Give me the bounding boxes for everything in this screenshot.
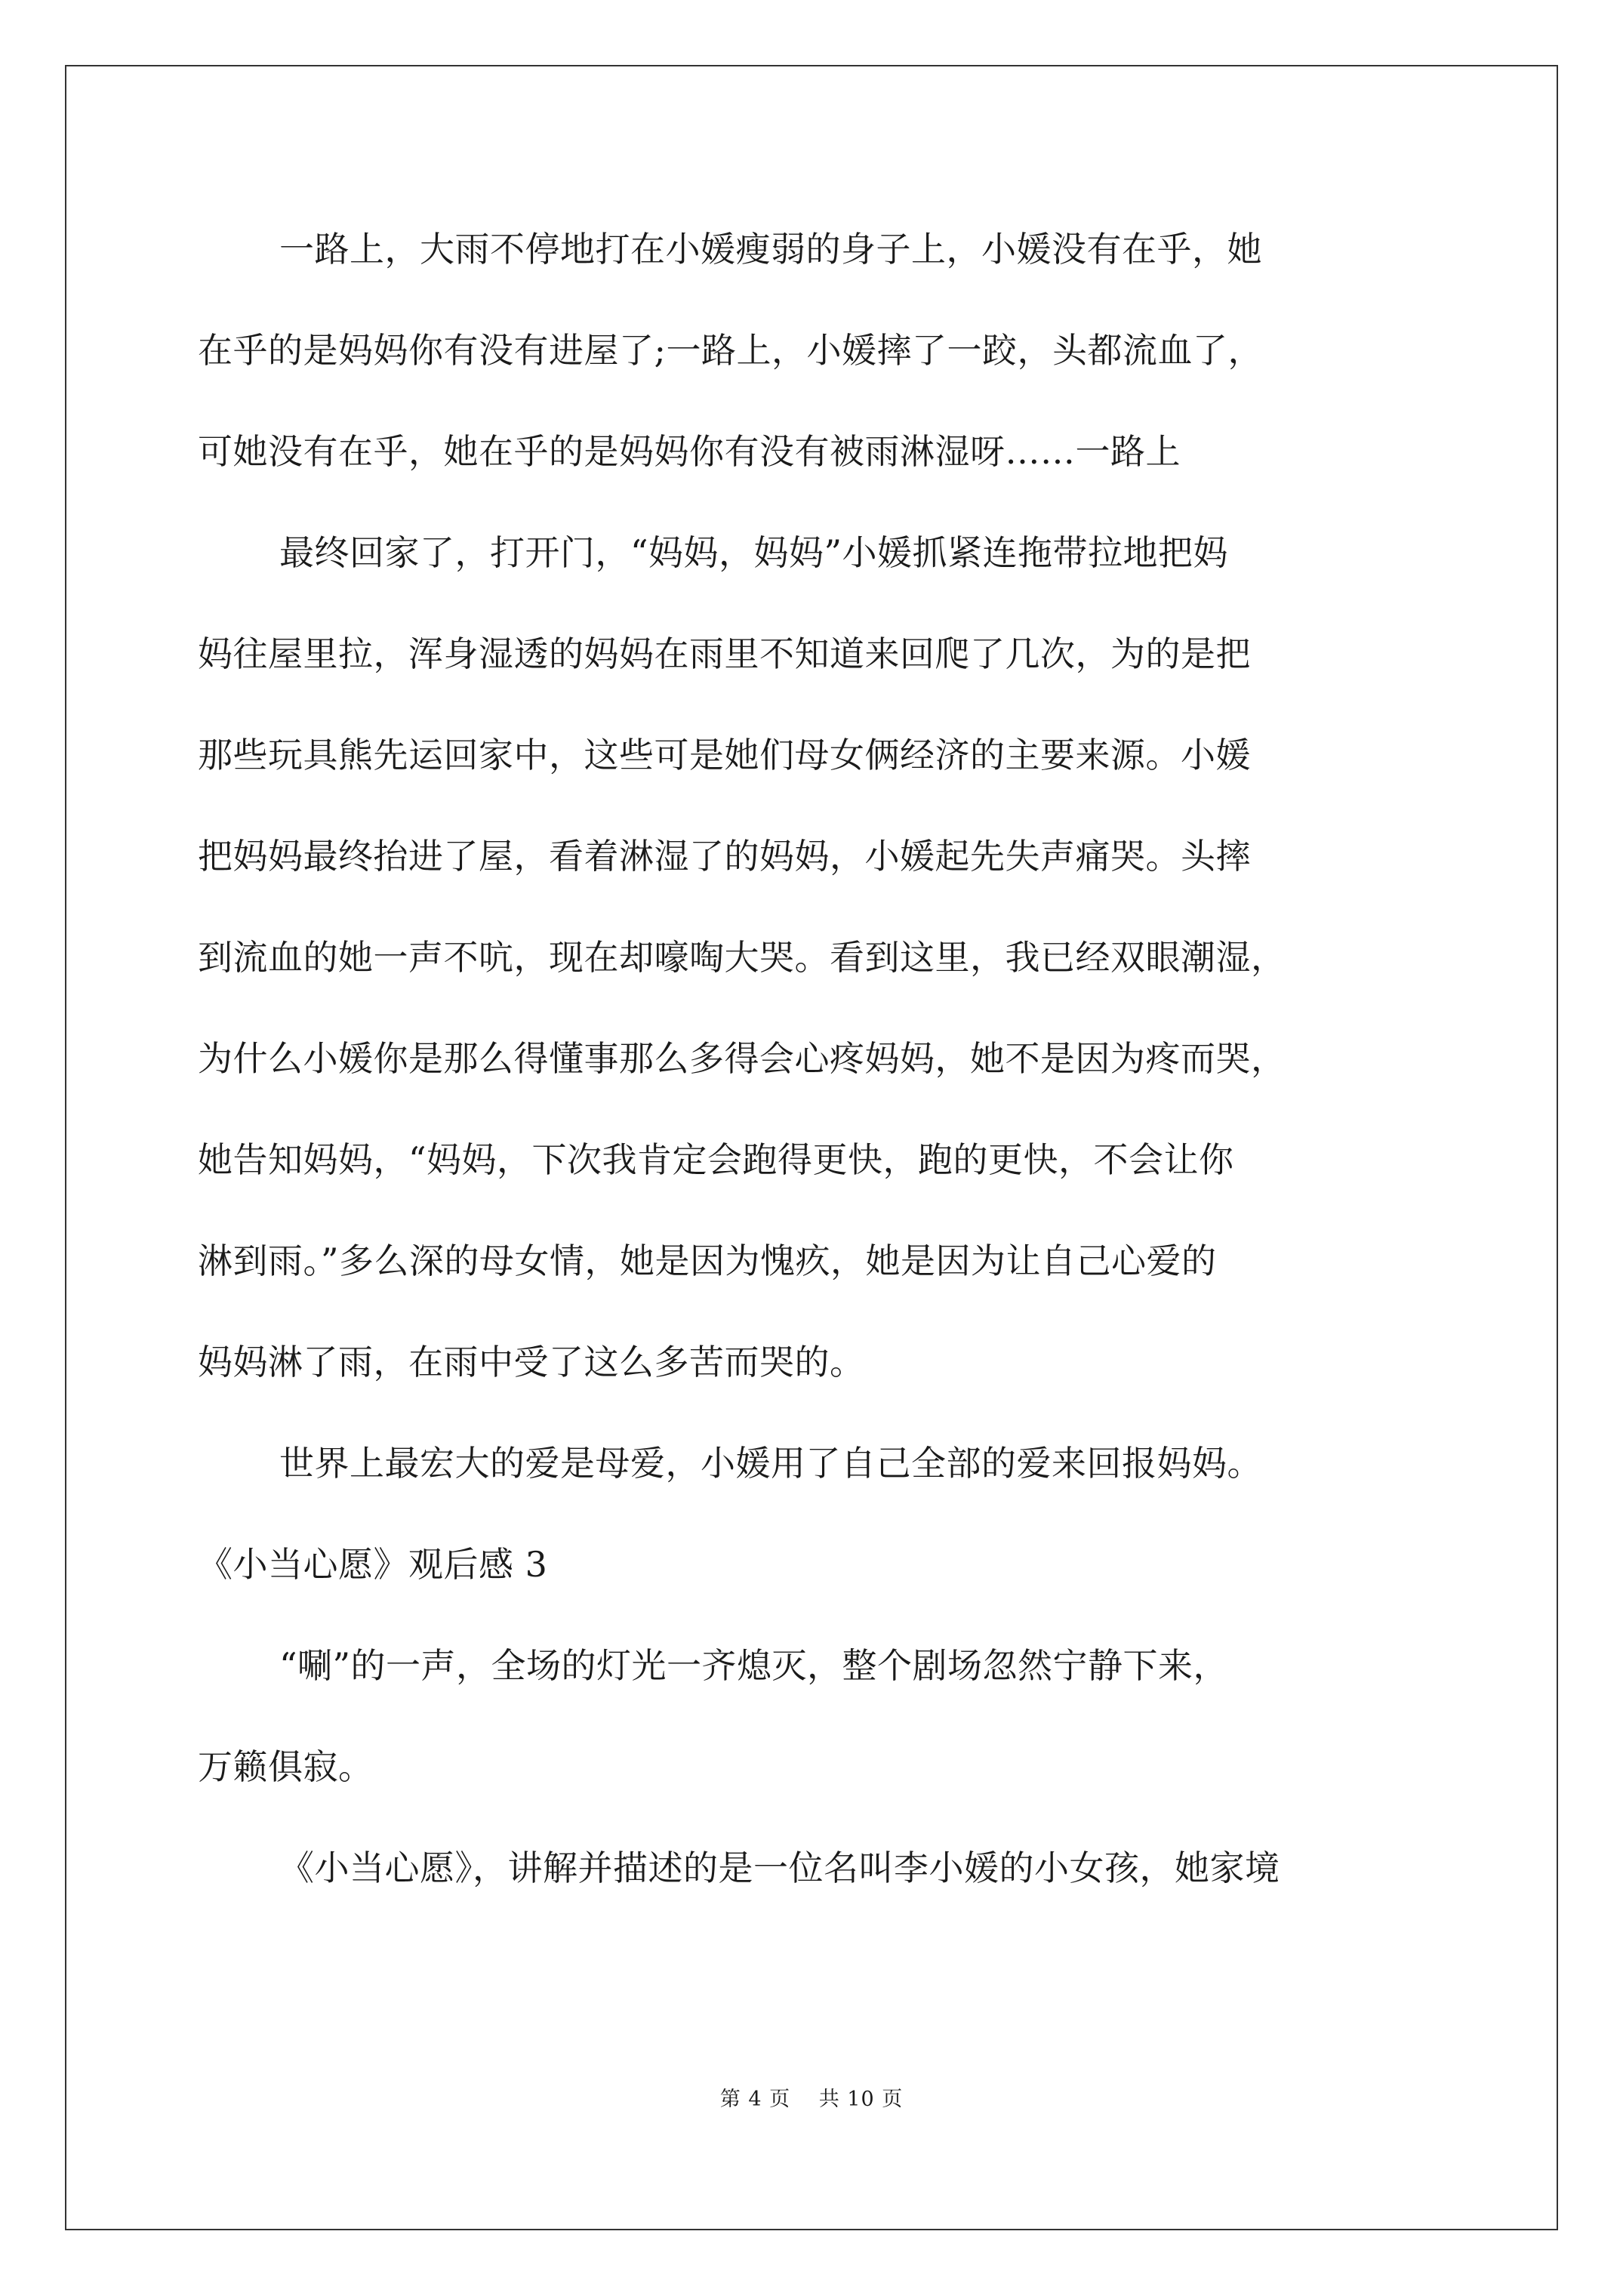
text-line: 把妈妈最终抬进了屋，看着淋湿了的妈妈，小媛起先失声痛哭。头摔 [198,836,1251,877]
section-heading: 《小当心愿》观后感 3 [198,1544,548,1585]
text-line: 《小当心愿》，讲解并描述的是一位名叫李小媛的小女孩，她家境 [279,1848,1280,1888]
text-line: 最终回家了，打开门，“妈妈，妈妈”小媛抓紧连拖带拉地把妈 [279,532,1229,573]
text-line: 她告知妈妈，“妈妈，下次我肯定会跑得更快，跑的更快，不会让你 [198,1139,1234,1180]
text-line: 妈妈淋了雨，在雨中受了这么多苦而哭的。 [198,1342,865,1382]
document-body [198,219,1436,1939]
text-line: 为什么小媛你是那么得懂事那么多得会心疼妈妈，她不是因为疼而哭， [198,1038,1286,1079]
text-line: 世界上最宏大的爱是母爱，小媛用了自己全部的爱来回报妈妈。 [279,1443,1262,1484]
text-line: 可她没有在乎，她在乎的是妈妈你有没有被雨淋湿呀……一路上 [198,431,1181,472]
text-line: 万籁俱寂。 [198,1746,374,1787]
text-line: “唰”的一声，全场的灯光一齐熄灭，整个剧场忽然宁静下来， [279,1645,1229,1686]
page-number-footer: 第 4 页 共 10 页 [719,2088,904,2111]
text-line: 一路上，大雨不停地打在小媛瘦弱的身子上，小媛没有在乎，她 [279,229,1262,270]
text-line: 那些玩具熊先运回家中，这些可是她们母女俩经济的主要来源。小媛 [198,735,1251,775]
text-line: 在乎的是妈妈你有没有进屋了;一路上，小媛摔了一跤，头都流血了， [198,330,1263,371]
text-line: 淋到雨。”多么深的母女情，她是因为愧疚，她是因为让自己心爱的 [198,1240,1217,1281]
text-line: 到流血的她一声不吭，现在却嚎啕大哭。看到这里，我已经双眼潮湿， [198,937,1286,978]
text-line: 妈往屋里拉，浑身湿透的妈妈在雨里不知道来回爬了几次，为的是把 [198,633,1251,674]
